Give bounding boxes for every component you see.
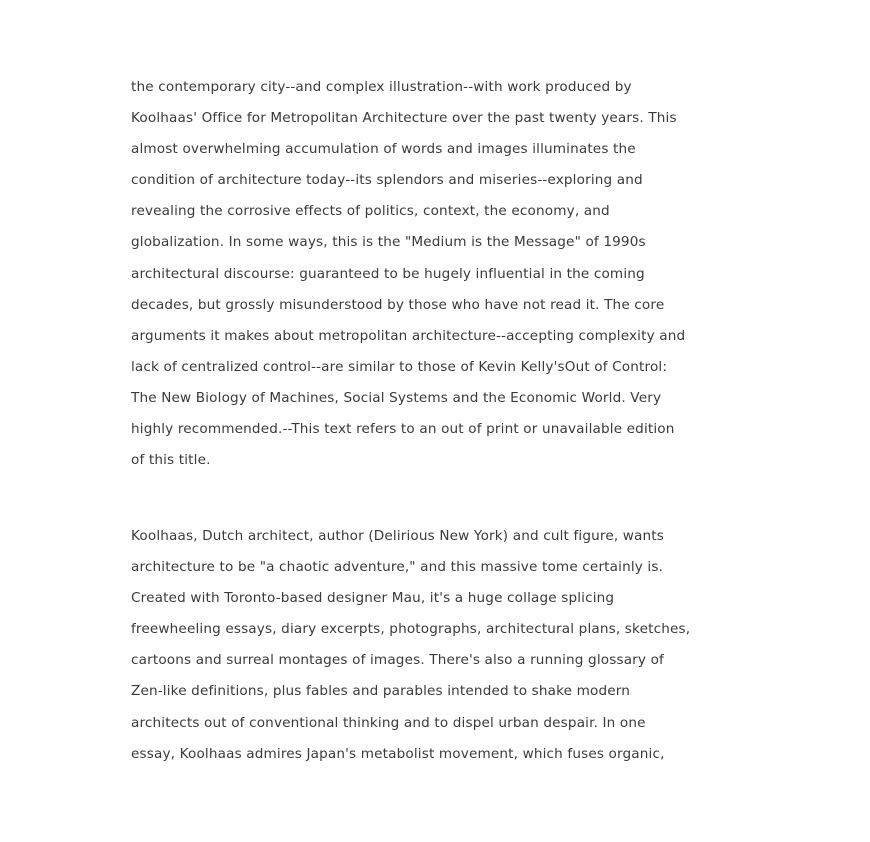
text-line: of this title. bbox=[131, 452, 211, 469]
text-line: highly recommended.--This text refers to an out of print or unavailable edition bbox=[131, 421, 675, 438]
text-line: architecture to be "a chaotic adventure," and this massive tome certainly is. bbox=[131, 559, 664, 576]
text-line: Koolhaas, Dutch architect, author (Delirious New York) and cult figure, wants bbox=[131, 528, 665, 544]
text-line: The New Biology of Machines, Social Systems and the Economic World. Very bbox=[131, 389, 662, 406]
paragraph-editorial-review bbox=[131, 72, 685, 476]
text-line: revealing the corrosive effects of politics, context, the economy, and bbox=[131, 203, 610, 220]
text-line: Zen-like definitions, plus fables and parables intended to shake modern bbox=[131, 683, 631, 700]
text-line: freewheeling essays, diary excerpts, photographs, architectural plans, sketches, bbox=[131, 621, 691, 638]
text-line: decades, but grossly misunderstood by those who have not read it. The core bbox=[131, 296, 665, 313]
text-line: the contemporary city--and complex illustration--with work produced by bbox=[131, 79, 632, 95]
text-line: arguments it makes about metropolitan architecture--accepting complexity and bbox=[131, 327, 686, 344]
text-line: essay, Koolhaas admires Japan's metabolist movement, which fuses organic, bbox=[131, 745, 665, 762]
text-line: cartoons and surreal montages of images. There's also a running glossary of bbox=[131, 652, 664, 669]
text-line: architectural discourse: guaranteed to be hugely influential in the coming bbox=[131, 265, 645, 282]
text-line: globalization. In some ways, this is the "Medium is the Message" of 1990s bbox=[131, 234, 646, 251]
text-line: architects out of conventional thinking and to dispel urban despair. In one bbox=[131, 714, 646, 731]
text-line: condition of architecture today--its splendors and miseries--exploring and bbox=[131, 172, 643, 189]
text-line: Created with Toronto-based designer Mau, it's a huge collage splicing bbox=[131, 590, 615, 607]
paragraph-publisher-review bbox=[131, 521, 690, 770]
text-line: almost overwhelming accumulation of words and images illuminates the bbox=[131, 141, 636, 158]
text-line: Koolhaas' Office for Metropolitan Architecture over the past twenty years. This bbox=[131, 110, 677, 127]
text-line: lack of centralized control--are similar to those of Kevin Kelly'sOut of Control: bbox=[131, 358, 668, 375]
